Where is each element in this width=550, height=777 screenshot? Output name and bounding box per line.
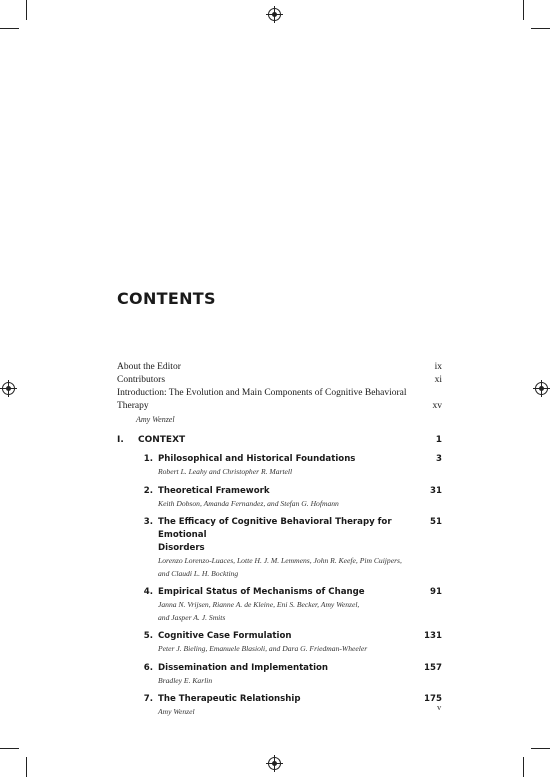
chapter-entry[interactable] (117, 485, 442, 511)
entry-page: xi (434, 375, 442, 385)
chapter-number: 1. (143, 454, 153, 464)
chapter-number: 6. (143, 662, 153, 673)
chapter-title: Theoretical Framework (158, 485, 270, 496)
chapter-entry[interactable] (117, 453, 442, 479)
toc-entry[interactable] (117, 361, 442, 374)
chapter-authors (117, 643, 442, 656)
entry-title: Introduction: The Evolution and Main Components of Cognitive Behavioral (117, 388, 407, 398)
chapter-title: Cognitive Case Formulation (158, 631, 292, 641)
authors-line: Janna N. Vrijsen, Rianne A. de Kleine, Eni S. Becker, Amy Wenzel, (158, 600, 360, 609)
chapter-title: Dissemination and Implementation (158, 662, 329, 673)
chapter-authors (117, 466, 442, 479)
chapter-page: 91 (430, 587, 442, 597)
authors-line: and Claudi L. H. Bockting (158, 568, 239, 578)
registration-mark-icon (535, 382, 548, 395)
table-of-contents (117, 361, 442, 719)
chapter-page: 175 (424, 694, 442, 704)
chapter-title: Empirical Status of Mechanisms of Change (158, 587, 365, 597)
chapter-entry[interactable] (117, 693, 442, 719)
crop-mark (523, 0, 524, 20)
chapter-list (117, 453, 442, 719)
chapter-title: Philosophical and Historical Foundations (158, 454, 356, 464)
entry-title: Contributors (117, 375, 166, 385)
page-title: CONTENTS (117, 289, 216, 308)
authors-line: Amy Wenzel (158, 707, 195, 716)
chapter-number: 3. (143, 517, 153, 527)
crop-mark (0, 28, 19, 29)
registration-mark-icon (268, 8, 281, 21)
authors-line: Peter J. Bieling, Emanuele Blasioli, and Dara G. Friedman-Wheeler (158, 644, 368, 653)
chapter-entry[interactable] (117, 516, 442, 580)
chapter-page: 3 (436, 454, 442, 464)
authors-line: Lorenzo Lorenzo-Luaces, Lotte H. J. M. Lemmens, John R. Keefe, Pim Cuijpers, (158, 556, 402, 565)
authors-line: Bradley E. Karlin (158, 675, 213, 685)
chapter-page: 131 (424, 631, 442, 641)
chapter-authors (117, 706, 442, 719)
chapter-page: 51 (430, 517, 442, 527)
entry-title: About the Editor (117, 362, 181, 372)
crop-mark (531, 28, 550, 29)
chapter-authors (117, 599, 442, 624)
entry-page: xv (432, 401, 442, 411)
authors-line: Robert L. Leahy and Christopher R. Martell (158, 467, 293, 476)
chapter-entry[interactable] (117, 586, 442, 624)
chapter-title: The Therapeutic Relationship (158, 694, 301, 704)
chapter-title: The Efficacy of Cognitive Behavioral Therapy for Emotional (158, 517, 392, 540)
chapter-authors (117, 675, 442, 688)
part-number: I. (117, 435, 124, 445)
chapter-title-continued: Disorders (158, 543, 205, 553)
chapter-entry[interactable] (117, 630, 442, 656)
part-page: 1 (435, 435, 442, 445)
entry-author: Amy Wenzel (136, 415, 175, 424)
chapter-number: 5. (143, 631, 153, 641)
chapter-authors (117, 555, 442, 580)
chapter-number: 2. (143, 485, 153, 496)
registration-mark-icon (268, 757, 281, 770)
toc-entry[interactable] (117, 387, 442, 413)
part-title: CONTEXT (138, 435, 186, 445)
crop-mark (26, 757, 27, 777)
crop-mark (523, 757, 524, 777)
page-number: v (437, 702, 442, 712)
registration-mark-icon (2, 382, 15, 395)
chapter-entry[interactable] (117, 662, 442, 688)
chapter-page: 31 (430, 485, 442, 496)
chapter-number: 4. (143, 587, 153, 597)
crop-mark (531, 748, 550, 749)
toc-entry[interactable] (117, 374, 442, 387)
chapter-number: 7. (143, 694, 153, 704)
authors-line: Keith Dobson, Amanda Fernandez, and Stefan G. Hofmann (158, 498, 339, 508)
entry-title-continued: Therapy (117, 401, 149, 411)
crop-mark (26, 0, 27, 20)
chapter-page: 157 (424, 662, 442, 673)
authors-line: and Jasper A. J. Smits (158, 612, 226, 622)
part-heading[interactable] (117, 434, 442, 447)
chapter-authors (117, 498, 442, 511)
entry-page: ix (434, 362, 442, 372)
crop-mark (0, 748, 19, 749)
